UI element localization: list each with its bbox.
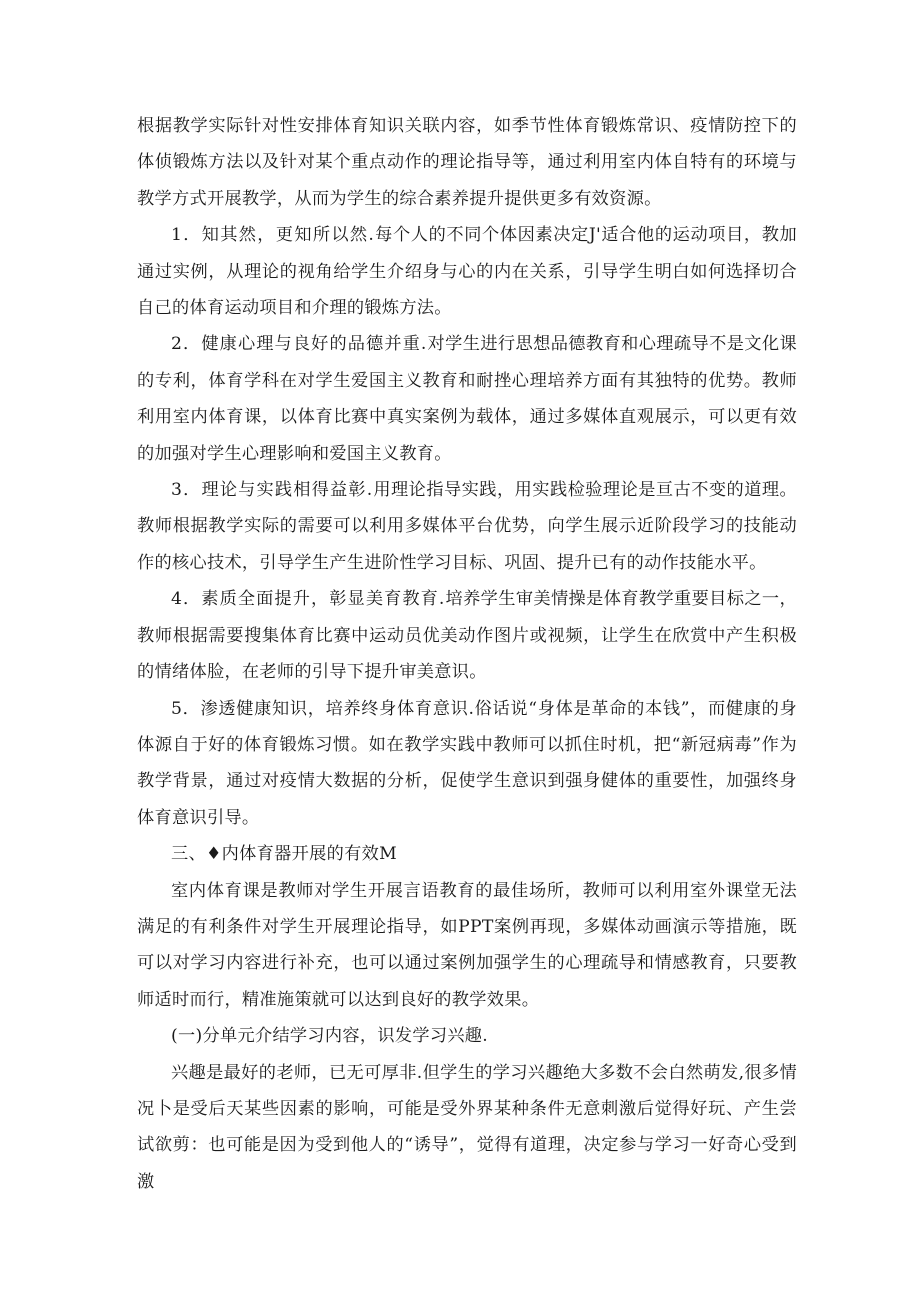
paragraph-text: 根据教学实际针对性安排体育知识关联内容，如季节性体育锻炼常识、疫情防控下的体侦锻炼方法以及针对某个重点动作的理论指导等，通过利用室内体自特有的环境与教学方式开展教学，从而为学生的综合素养提升提供更多有效资源。 — [137, 116, 797, 209]
heading-text: (一)分单元介结学习内容，识发学习兴趣. — [171, 1026, 489, 1047]
paragraph-text: 兴趣是最好的老师，已无可厚非.但学生的学习兴趣绝大多数不会白然萌发,很多情况卜是受后天某些因素的影响，可能是受外界某种条件无意刺激后觉得好玩、产生尝试欲剪：也可能是因为受到他人的“诱导”，觉得有道理，决定参与学习一好奇心受到激 — [137, 1062, 797, 1192]
paragraph-text: 5．渗透健康知识，培养终身体育意识.俗话说“身体是革命的本钱”，而健康的身体源自于好的体育锻炼习惯。如在教学实践中教师可以抓住时机，把“新冠病毒”作为教学背景，通过对疫情大数据的分析，促使学生意识到强身健体的重要性，加强终身体育意识引导。 — [137, 698, 797, 828]
paragraph-section-body — [137, 873, 797, 1019]
paragraph-item-4 — [137, 581, 797, 690]
paragraph-subsection-body — [137, 1055, 797, 1201]
paragraph-intro — [137, 108, 797, 217]
paragraph-text: 对学生进行思想品德教育和心理疏导不是文化课的专利，体育学科在对学生爱国主义教育和耐挫心理培养方面有其独特的优势。教师利用室内体育课，以体育比赛中真实案例为载体，通过多媒体直观展示，可以更有效的加强对学生心理影响和爱国主义教育。 — [137, 334, 797, 464]
item-lead: 1．知其然，更知所以然. — [171, 225, 375, 246]
item-lead: 2．健康心理与良好的品德并重. — [171, 334, 428, 355]
item-lead: 3．理论与实践相得益彰. — [171, 480, 374, 501]
subsection-heading — [137, 1018, 797, 1054]
paragraph-item-5 — [137, 691, 797, 837]
document-page — [137, 108, 797, 1200]
section-heading — [137, 836, 797, 872]
heading-text: 三、♦内体育器开展的有效M — [171, 844, 397, 865]
paragraph-text: 每个人的不同个体因素决定J'适合他的运动项目，教加通过实例，从理论的视角给学生介绍身与心的内在关系，引导学生明白如何选择切合自己的体育运动项目和介理的锻炼方法。 — [137, 225, 797, 319]
paragraph-item-3 — [137, 472, 797, 581]
paragraph-text: 培养学生审美情操是体育教学重要目标之一，教师根据需要搜集体育比赛中运动员优美动作图片或视频，让学生在欣赏中产生积极的情绪体脸，在老师的引导下提升审美意识。 — [137, 589, 797, 683]
paragraph-item-1 — [137, 217, 797, 326]
paragraph-text: 用理论指导实践，用实践检验理论是亘古不变的道理。教师根据教学实际的需要可以利用多媒体平台优势，向学生展示近阶段学习的技能动作的核心技术，引导学生产生进阶性学习目标、巩固、提升已有的动作技能水平。 — [137, 480, 797, 573]
paragraph-text: 室内体育课是教师对学生开展言语教育的最佳场所，教师可以利用室外课堂无法满足的有利条件对学生开展理论指导，如PPT案例再现，多媒体动画演示等措施，既可以对学习内容进行补充，也可以通过案例加强学生的心理疏导和情感教育，只要教师适时而行，精准施策就可以达到良好的教学效果。 — [137, 880, 797, 1010]
item-lead: 4．素质全面提升，彰显美育教育. — [171, 589, 446, 610]
paragraph-item-2 — [137, 326, 797, 472]
